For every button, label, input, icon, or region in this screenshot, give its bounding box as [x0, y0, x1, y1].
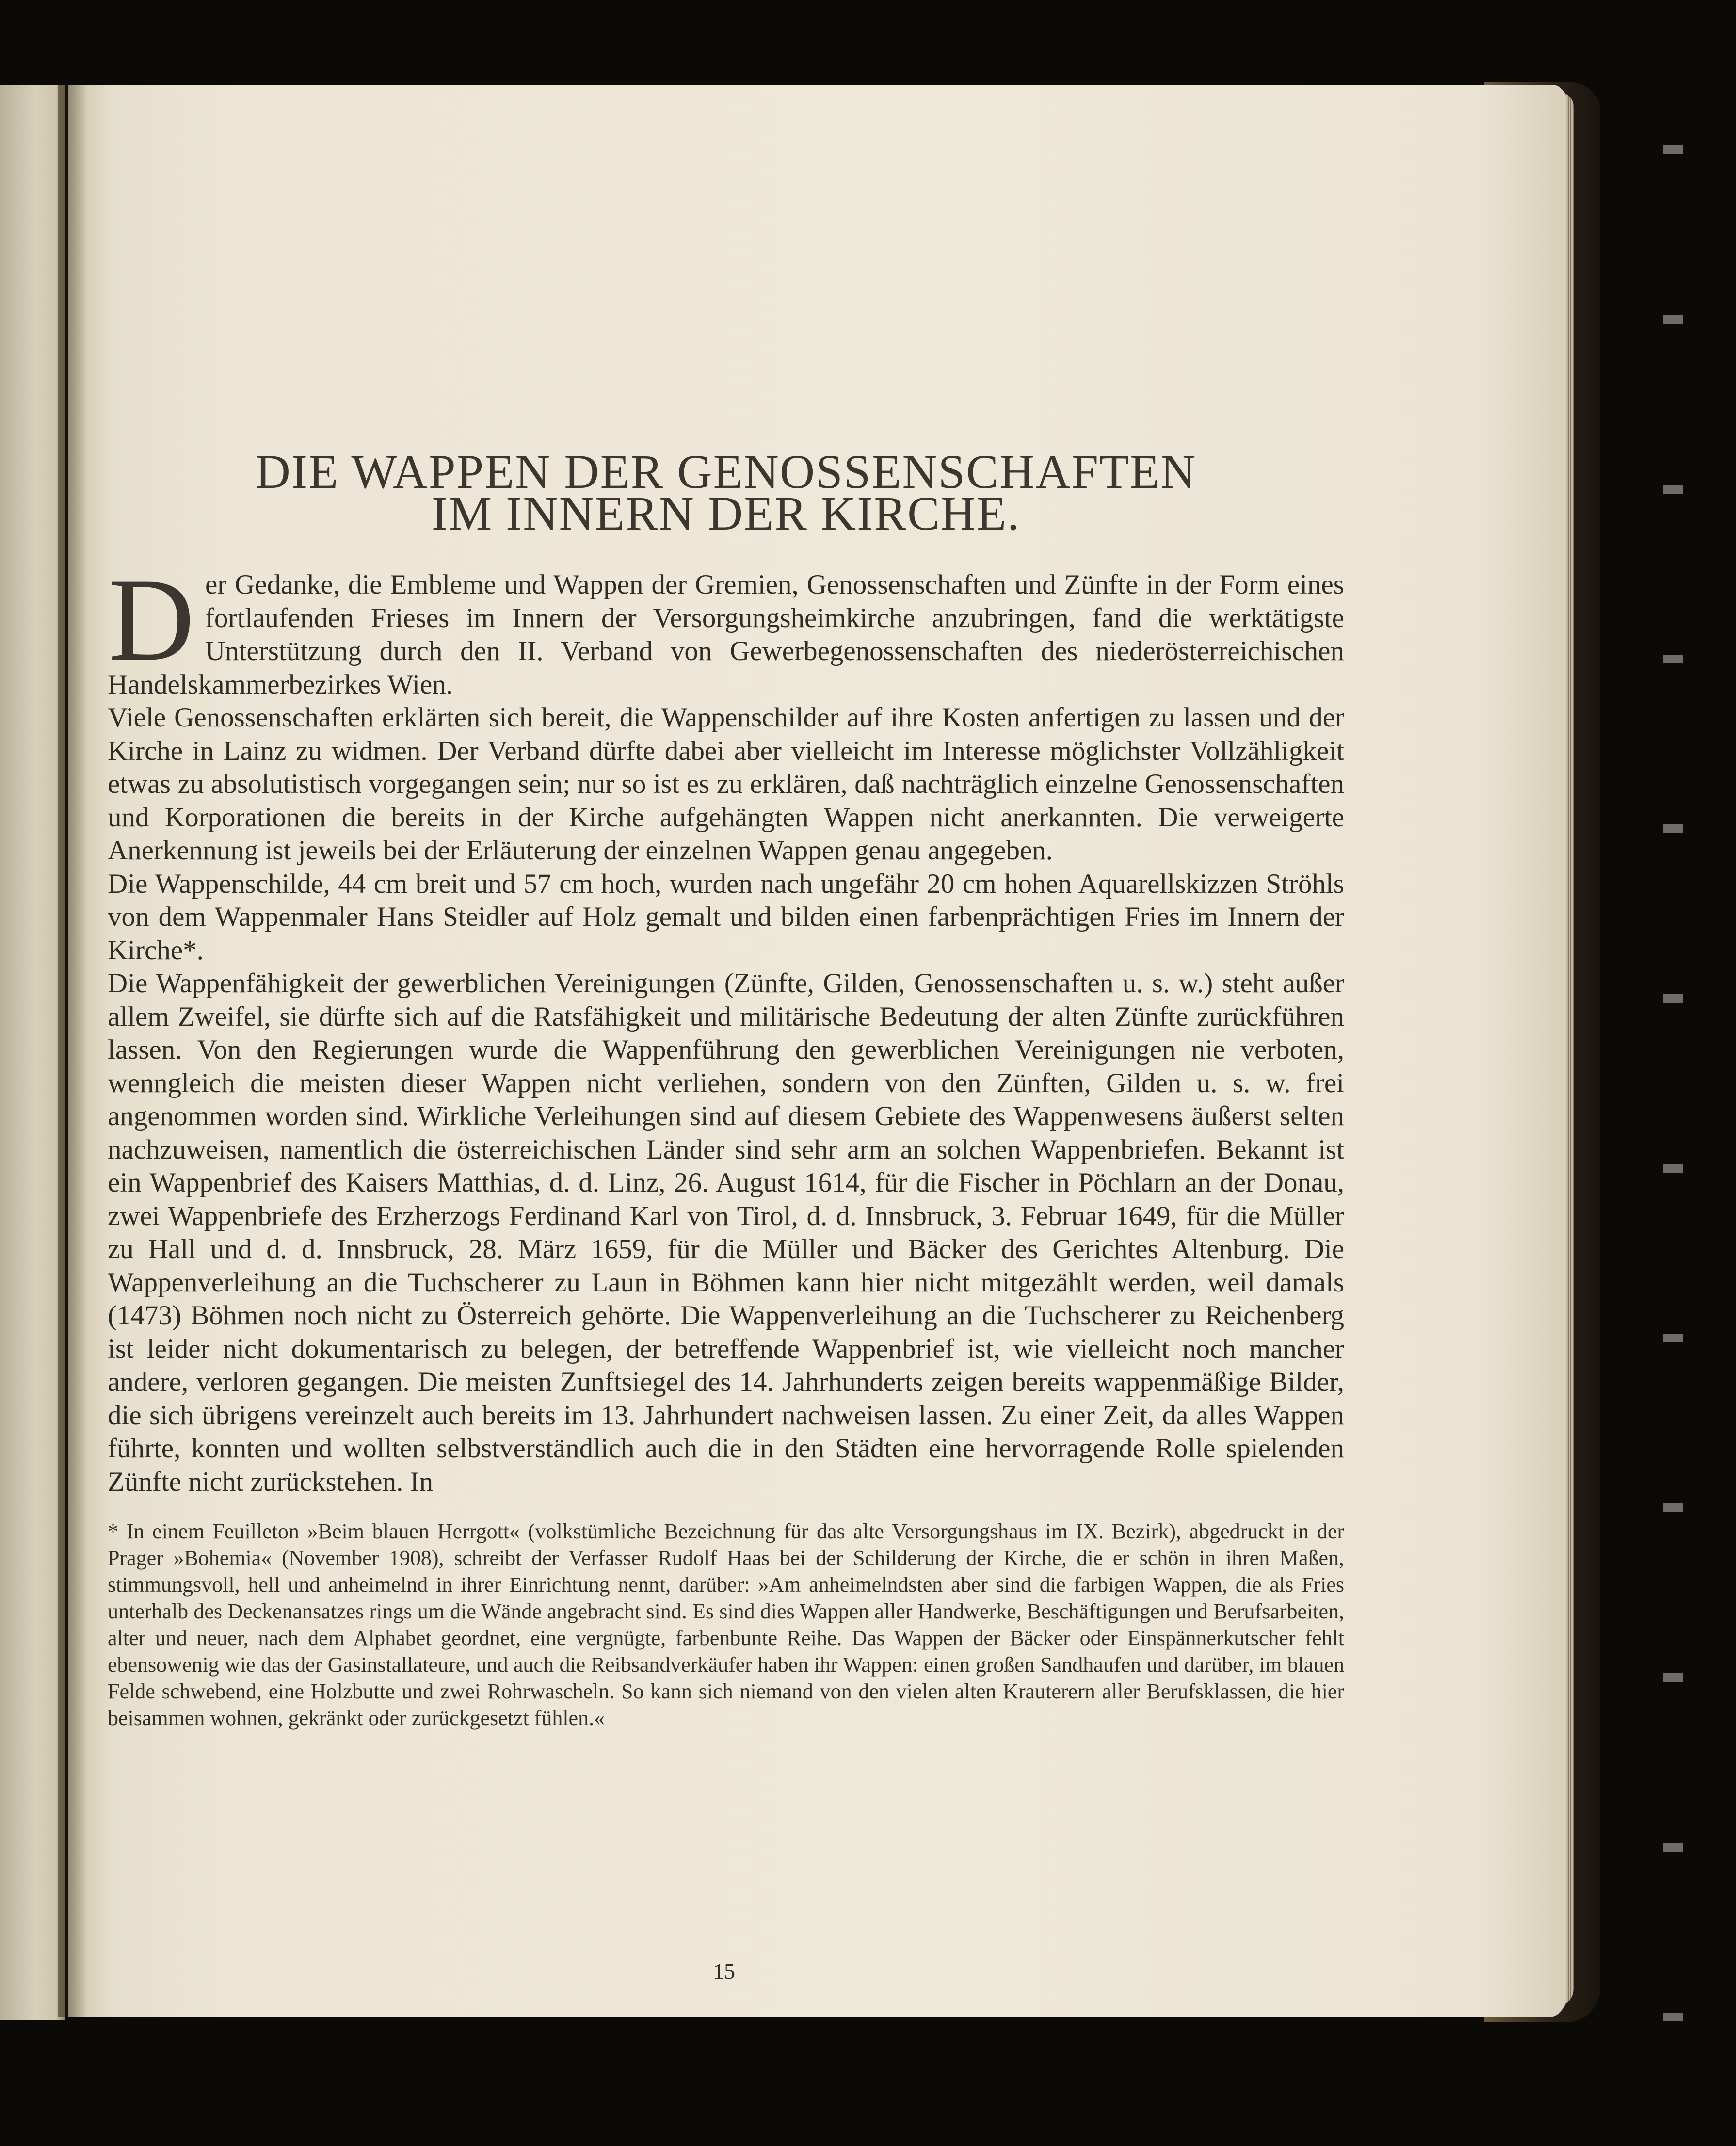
footnote — [108, 1518, 1344, 1731]
drop-cap: D — [109, 554, 194, 685]
paragraph-2: Viele Genossenschaften erklärten sich bereit, die Wappenschilder auf ihre Kosten anfertigen zu lassen und der Kirche in Lainz zu widmen. Der Verband dürfte dabei aber vielleicht im Interesse möglichster Vollzähligkeit etwas zu absolutistisch vorgegangen sein; nur so ist es zu erklären, daß nachträglich einzelne Genossenschaften und Korporationen die bereits in der Kirche aufgehängten Wappen nicht anerkannten. Die verweigerte Anerkennung ist jeweils bei der Erläuterung der einzelnen Wappen genau angegeben. — [108, 702, 1344, 866]
title-line-1: DIE WAPPEN DER GENOSSENSCHAFTEN — [255, 445, 1197, 499]
paragraph-3: Die Wappenschilde, 44 cm breit und 57 cm hoch, wurden nach ungefähr 20 cm hohen Aquarellskizzen Ströhls von dem Wappenmaler Hans Steidler auf Holz gemalt und bilden einen farbenprächtigen Fries im Innern der Kirche*. — [108, 868, 1344, 966]
left-page-edge — [0, 85, 65, 2020]
page-content — [108, 445, 1344, 1731]
title-line-2: IM INNERN DER KIRCHE. — [431, 486, 1021, 540]
page-title — [108, 445, 1344, 540]
paragraph-4: Die Wappenfähigkeit der gewerblichen Vereinigungen (Zünfte, Gilden, Genossenschaften u. s. w.) steht außer allem Zweifel, sie dürfte sich auf die Ratsfähigkeit und militärische Bedeutung der alten Zünfte zurückführen lassen. Von den Regierungen wurde die Wappenführung den gewerblichen Vereinigungen nie verboten, wenngleich die meisten dieser Wappen nicht verliehen, sondern von den Zünften, Gilden u. s. w. frei angenommen worden sind. Wirkliche Verleihungen sind auf diesem Gebiete des Wappenwesens äußerst selten nachzuweisen, namentlich die österreichischen Länder sind sehr arm an solchen Wappenbriefen. Bekannt ist ein Wappenbrief des Kaisers Matthias, d. d. Linz, 26. August 1614, für die Fischer in Pöchlarn an der Donau, zwei Wappenbriefe des Erzherzogs Ferdinand Karl von Tirol, d. d. Innsbruck, 3. Februar 1649, für die Müller zu Hall und d. d. Innsbruck, 28. März 1659, für die Müller und Bäcker des Gerichtes Altenburg. Die Wappenverleihung an die Tuchscherer zu Laun in Böhmen kann hier nicht mitgezählt werden, weil damals (1473) Böhmen noch nicht zu Österreich gehörte. Die Wappenverleihung an die Tuchscherer zu Reichenberg ist leider nicht dokumentarisch zu belegen, der betreffende Wappenbrief ist, wie vielleicht noch mancher andere, verloren gegangen. Die meisten Zunftsiegel des 14. Jahrhunderts zeigen bereits wappenmäßige Bilder, die sich übrigens vereinzelt auch bereits im 13. Jahrhundert nachweisen lassen. Zu einer Zeit, da alles Wappen führte, konnten und wollten selbstverständlich auch die in den Städten eine hervorragende Rolle spielenden Zünfte nicht zurückstehen. In — [108, 968, 1344, 1497]
scan-scale-strip — [1663, 0, 1683, 2146]
body-text — [108, 554, 1344, 1499]
page-number: 15 — [713, 1959, 735, 1984]
footnote-text: * In einem Feuilleton »Beim blauen Herrgott« (volkstümliche Bezeichnung für das alte Versorgungshaus im IX. Bezirk), abgedruckt in der Prager »Bohemia« (November 1908), schreibt der Verfasser Rudolf Haas bei der Schilderung der Kirche, die er schön in ihren Maßen, stimmungsvoll, hell und anheimelnd in ihrer Einrichtung nennt, darüber: »Am anheimelndsten aber sind die farbigen Wappen, die als Fries unterhalb des Deckenansatzes rings um die Wände angebracht sind. Es sind dies Wappen aller Handwerke, Beschäftigungen und Berufsarbeiten, alter und neuer, nach dem Alphabet geordnet, eine vergnügte, farbenbunte Reihe. Das Wappen der Bäcker oder Einspännerkutscher fehlt ebensowenig wie das der Gasinstallateure, und auch die Reibsandverkäufer haben ihr Wappen: einen großen Sandhaufen und darüber, im blauen Felde schwebend, eine Holzbutte und zwei Rohrwascheln. So kann sich niemand von den vielen alten Krauterern aller Berufsklassen, die hier beisammen wohnen, gekränkt oder zurückgesetzt fühlen.« — [108, 1519, 1344, 1730]
paragraph-1-text: er Gedanke, die Embleme und Wappen der Gremien, Genossenschaften und Zünfte in der Form eines fortlaufenden Frieses im Innern der Versorgungsheimkirche anzubringen, fand die werktätigste Unterstützung durch den II. Verband von Gewerbegenossenschaften des niederösterreichischen Handelskammerbezirkes Wien. — [108, 569, 1344, 700]
paragraph-1 — [108, 554, 1344, 701]
gutter-shadow — [58, 85, 87, 2017]
